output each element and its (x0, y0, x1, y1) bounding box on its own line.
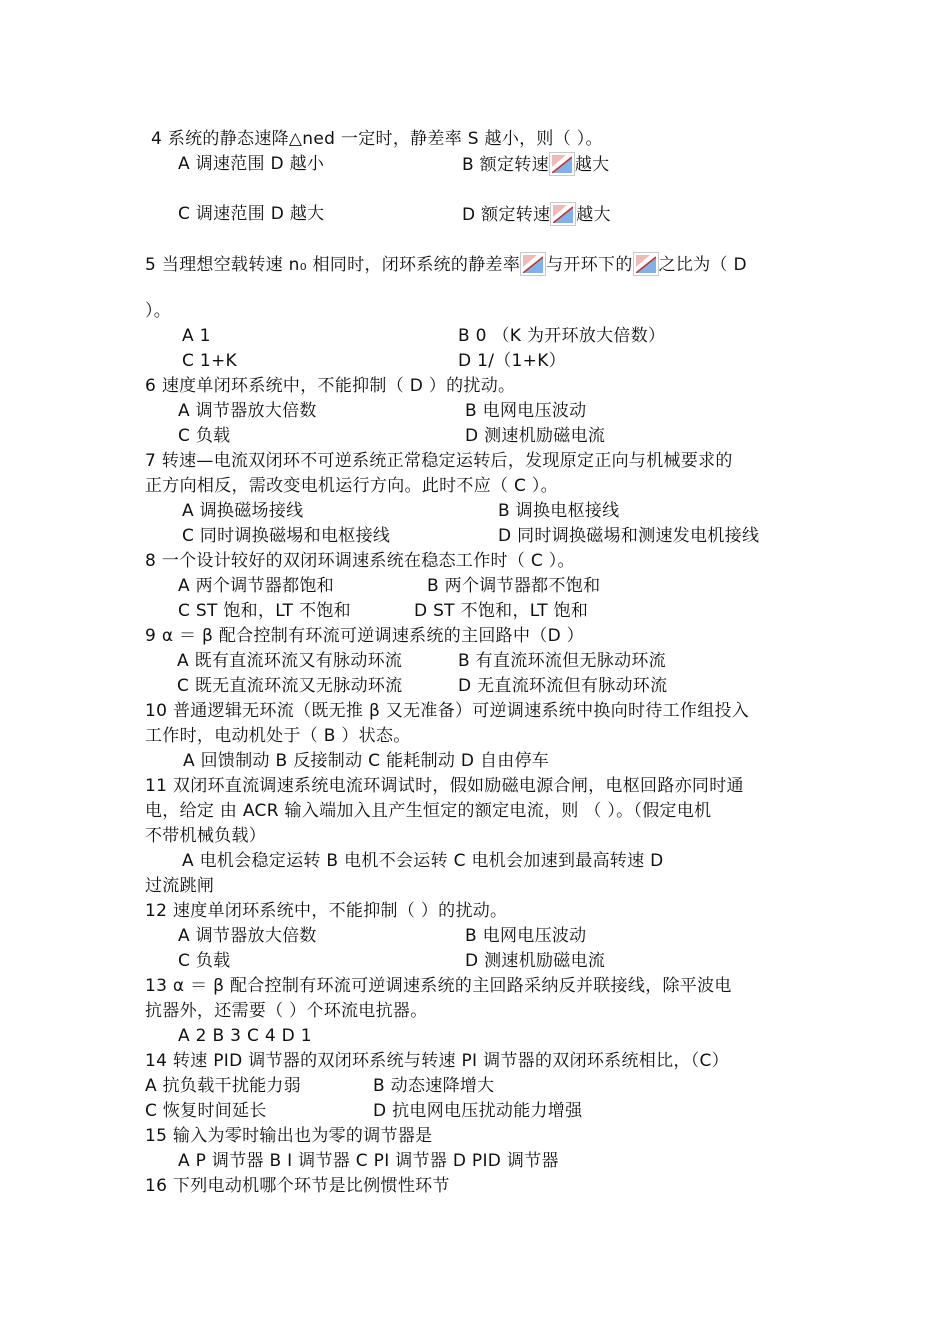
q9-option-a: A 既有直流环流又有脉动环流 (177, 651, 403, 671)
q11-stem-line2: 电，给定 由 ACR 输入端加入且产生恒定的额定电流，则 （ ）。（假定电机 (145, 801, 712, 821)
q10-stem-line2: 工作时，电动机处于（ B ）状态。 (145, 726, 411, 746)
q7-option-b: B 调换电枢接线 (498, 501, 620, 521)
q5-stem-part3: 之比为（ D (658, 255, 747, 275)
q7-option-c: C 同时调换磁埸和电枢接线 (182, 526, 391, 546)
q7-stem-line1: 7 转速—电流双闭环不可逆系统正常稳定运转后，发现原定正向与机械要求的 (145, 451, 733, 471)
q5-stem-part2: 与开环下的 (546, 255, 633, 275)
q5-stem-cont: ）。 (145, 301, 172, 321)
q4-option-b-suffix: 越大 (574, 155, 610, 175)
broken-image-icon (550, 202, 576, 226)
q9-option-b: B 有直流环流但无脉动环流 (458, 651, 666, 671)
q13-stem-line1: 13 α ＝ β 配合控制有环流可逆调速系统的主回路采纳反并联接线，除平波电 (145, 976, 732, 996)
q14-option-b: B 动态速降增大 (373, 1076, 495, 1096)
q11-options-cont: 过流跳闸 (145, 876, 215, 896)
q15-options: A P 调节器 B I 调节器 C PI 调节器 D PID 调节器 (178, 1151, 559, 1171)
q8-stem: 8 一个设计较好的双闭环调速系统在稳态工作时（ C ）。 (145, 551, 575, 571)
q13-stem-line2: 抗器外，还需要（ ）个环流电抗器。 (145, 1001, 428, 1021)
q4-option-d-suffix: 越大 (576, 205, 611, 225)
q9-option-d: D 无直流环流但有脉动环流 (458, 676, 668, 696)
q14-option-a: A 抗负载干扰能力弱 (145, 1076, 302, 1096)
q8-option-a: A 两个调节器都饱和 (178, 576, 335, 596)
q4-stem: 4 系统的静态速降△ned 一定时，静差率 S 越小，则（ ）。 (151, 129, 603, 149)
q4-option-a: A 调速范围 D 越小 (178, 154, 325, 174)
q8-option-c: C ST 饱和，LT 不饱和 (178, 601, 351, 621)
q7-option-a: A 调换磁场接线 (182, 501, 304, 521)
q5-option-c: C 1+K (182, 351, 237, 371)
broken-image-icon (549, 152, 575, 176)
q11-stem-line1: 11 双闭环直流调速系统电流环调试时，假如励磁电源合闸，电枢回路亦同时通 (145, 776, 744, 796)
q5-stem (145, 252, 747, 277)
q4-option-d-label: D 额定转速 (462, 205, 551, 225)
q13-options: A 2 B 3 C 4 D 1 (178, 1026, 312, 1046)
q4-option-b-label: B 额定转速 (462, 155, 549, 175)
q12-option-a: A 调节器放大倍数 (178, 926, 317, 946)
q6-option-d: D 测速机励磁电流 (465, 426, 606, 446)
broken-image-icon (633, 252, 659, 276)
q14-option-d: D 抗电网电压扰动能力增强 (373, 1101, 583, 1121)
q8-option-d: D ST 不饱和，LT 饱和 (414, 601, 589, 621)
q5-option-d: D 1/（1+K） (458, 351, 566, 371)
q14-option-c: C 恢复时间延长 (145, 1101, 267, 1121)
q4-option-c: C 调速范围 D 越大 (178, 204, 325, 224)
q5-option-a: A 1 (182, 326, 211, 346)
q5-stem-part1: 5 当理想空载转速 n₀ 相同时，闭环系统的静差率 (145, 255, 521, 275)
q12-option-d: D 测速机励磁电流 (465, 951, 606, 971)
q10-stem-line1: 10 普通逻辑无环流（既无推 β 又无准备）可逆调速系统中换向时待工作组投入 (145, 701, 750, 721)
q11-stem-line3: 不带机械负载） (145, 826, 267, 846)
q7-option-d: D 同时调换磁埸和测速发电机接线 (498, 526, 760, 546)
q6-option-c: C 负载 (178, 426, 231, 446)
q15-stem: 15 输入为零时输出也为零的调节器是 (145, 1126, 433, 1146)
q11-options: A 电机会稳定运转 B 电机不会运转 C 电机会加速到最高转速 D (182, 851, 664, 871)
q6-option-a: A 调节器放大倍数 (178, 401, 317, 421)
q16-stem: 16 下列电动机哪个环节是比例惯性环节 (145, 1176, 450, 1196)
q10-options: A 回馈制动 B 反接制动 C 能耗制动 D 自由停车 (183, 751, 550, 771)
q8-option-b: B 两个调节器都不饱和 (427, 576, 601, 596)
q9-option-c: C 既无直流环流又无脉动环流 (177, 676, 403, 696)
q12-option-c: C 负载 (178, 951, 231, 971)
q4-option-d (462, 202, 611, 227)
q14-stem: 14 转速 PID 调节器的双闭环系统与转速 PI 调节器的双闭环系统相比，（C） (145, 1051, 729, 1071)
q7-stem-line2: 正方向相反，需改变电机运行方向。此时不应（ C ）。 (145, 476, 558, 496)
q6-option-b: B 电网电压波动 (465, 401, 587, 421)
q12-stem: 12 速度单闭环系统中，不能抑制（ ）的扰动。 (145, 901, 508, 921)
broken-image-icon (520, 252, 546, 276)
q6-stem: 6 速度单闭环系统中，不能抑制（ D ）的扰动。 (145, 376, 516, 396)
q5-option-b: B 0 （K 为开环放大倍数） (458, 326, 666, 346)
q9-stem: 9 α ＝ β 配合控制有环流可逆调速系统的主回路中（D ） (145, 626, 584, 646)
q4-option-b (462, 152, 609, 177)
q12-option-b: B 电网电压波动 (465, 926, 587, 946)
